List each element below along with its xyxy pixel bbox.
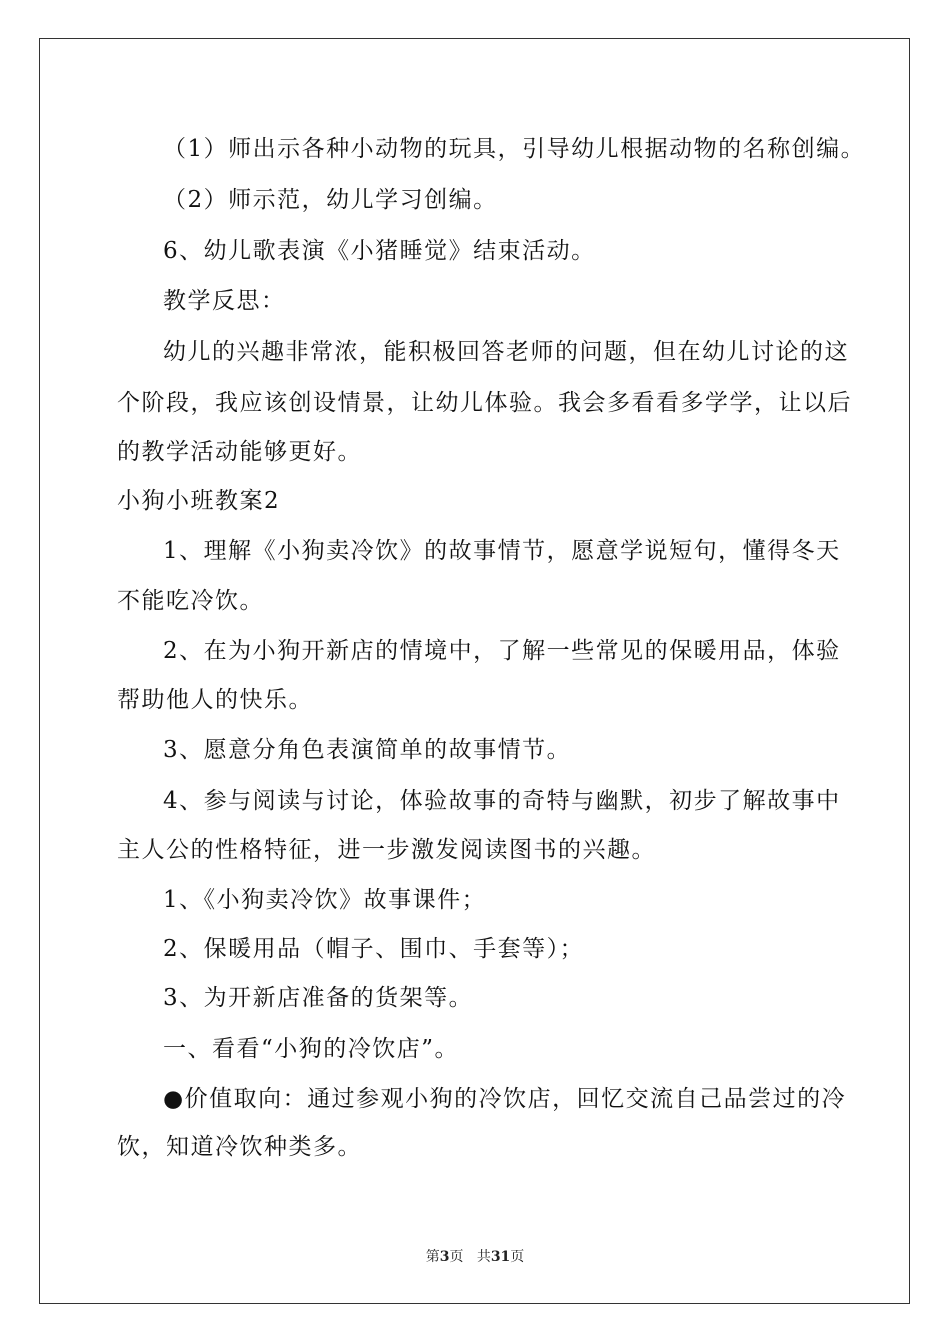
paragraph-line: 个阶段，我应该创设情景，让幼儿体验。我会多看看多学学，让以后 xyxy=(117,390,852,416)
page-footer xyxy=(0,1247,950,1267)
paragraph-line: 2、保暖用品（帽子、围巾、手套等）； xyxy=(163,936,585,962)
paragraph-line: 帮助他人的快乐。 xyxy=(117,687,313,713)
paragraph-line: 不能吃冷饮。 xyxy=(117,588,264,614)
paragraph-line: 1、《小狗卖冷饮》故事课件； xyxy=(163,887,487,913)
paragraph-line: 主人公的性格特征，进一步激发阅读图书的兴趣。 xyxy=(117,837,656,863)
paragraph-line: ●价值取向：通过参观小狗的冷饮店，回忆交流自己品尝过的冷 xyxy=(163,1086,847,1112)
paragraph-line: 3、为开新店准备的货架等。 xyxy=(163,985,474,1011)
paragraph-line: 2、在为小狗开新店的情境中，了解一些常见的保暖用品，体验 xyxy=(163,638,841,664)
paragraph-line: （1）师出示各种小动物的玩具，引导幼儿根据动物的名称创编。 xyxy=(163,136,866,162)
paragraph-line: 一、看看“小狗的冷饮店”。 xyxy=(163,1036,460,1062)
paragraph-line: 幼儿的兴趣非常浓，能积极回答老师的问题，但在幼儿讨论的这 xyxy=(163,339,849,365)
total-unit: 页 xyxy=(510,1249,525,1265)
current-page-number: 3 xyxy=(439,1249,450,1265)
page-prefix: 第 xyxy=(425,1249,440,1265)
page-unit: 页 xyxy=(449,1249,464,1265)
paragraph-line: 饮，知道冷饮种类多。 xyxy=(117,1134,362,1160)
total-prefix: 共 xyxy=(476,1249,491,1265)
paragraph-line: （2）师示范，幼儿学习创编。 xyxy=(163,187,498,213)
section-heading: 教学反思： xyxy=(163,288,286,314)
total-pages-number: 31 xyxy=(490,1249,511,1265)
paragraph-line: 的教学活动能够更好。 xyxy=(117,439,362,465)
paragraph-line: 3、愿意分角色表演简单的故事情节。 xyxy=(163,737,572,763)
paragraph-line: 4、参与阅读与讨论，体验故事的奇特与幽默，初步了解故事中 xyxy=(163,788,841,814)
document-title: 小狗小班教案2 xyxy=(117,488,281,514)
paragraph-line: 1、理解《小狗卖冷饮》的故事情节，愿意学说短句，懂得冬天 xyxy=(163,538,841,564)
paragraph-line: 6、幼儿歌表演《小猪睡觉》结束活动。 xyxy=(163,238,596,264)
